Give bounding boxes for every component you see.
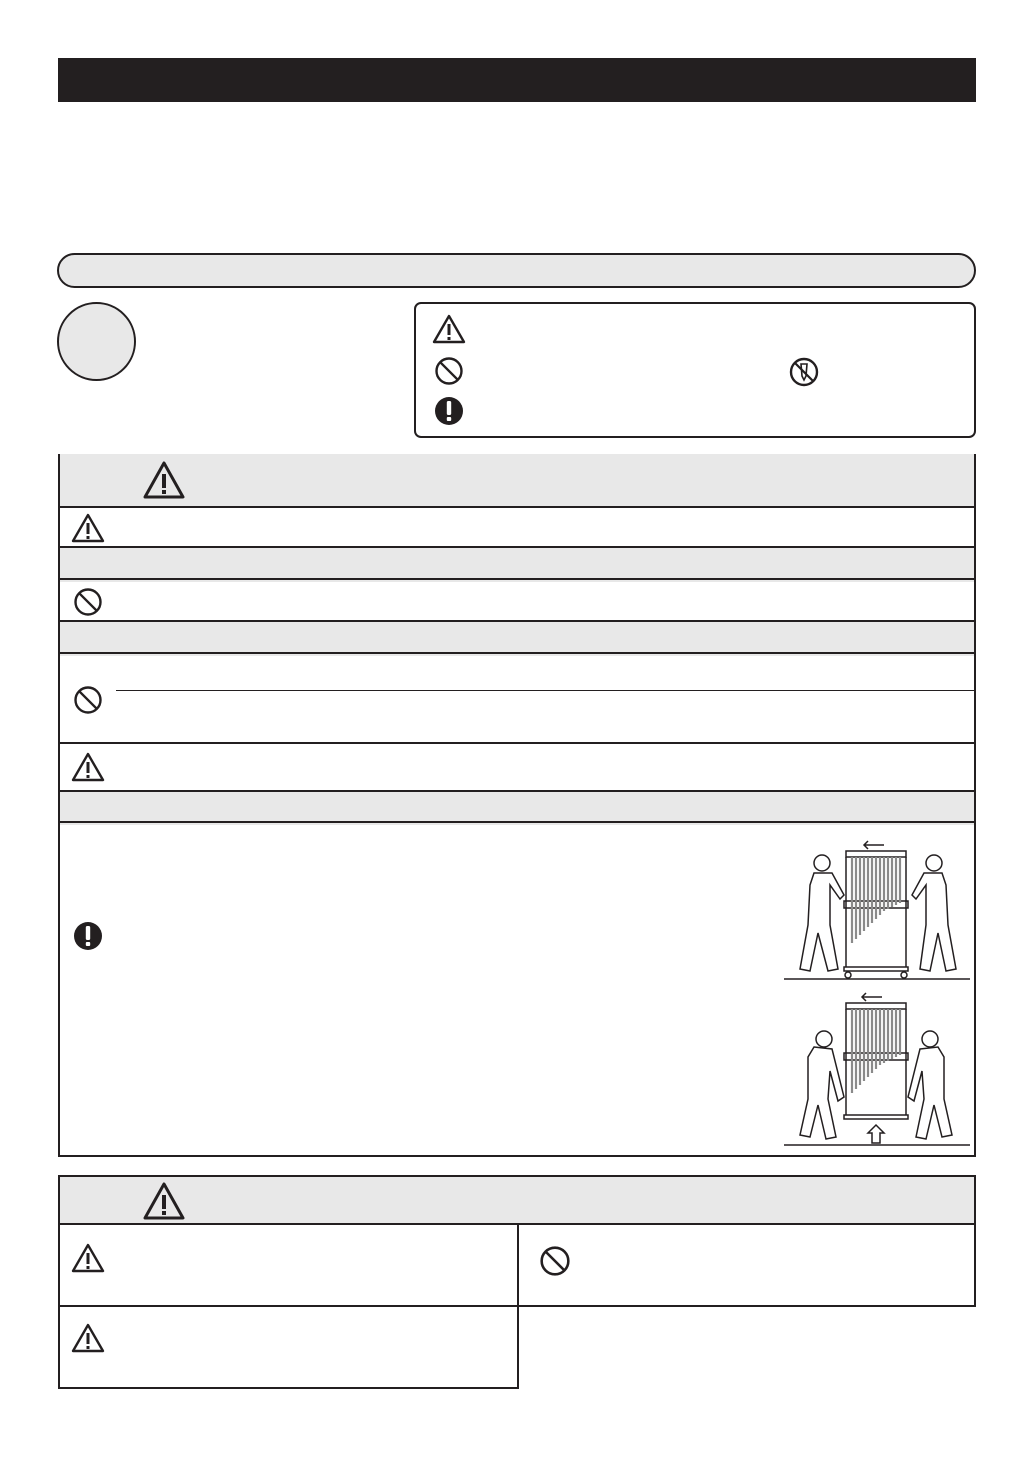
item-row-shaded: [60, 790, 974, 825]
caution-cell: [58, 1305, 519, 1389]
warning-triangle-icon: [71, 752, 105, 782]
warning-triangle-icon: [432, 314, 466, 344]
mandatory-exclamation-icon: [73, 921, 103, 951]
panel-header: [60, 454, 974, 507]
item-row: [60, 506, 974, 550]
warning-triangle-icon: [142, 1181, 186, 1221]
mandatory-exclamation-icon: [434, 396, 464, 426]
warning-panel: [58, 454, 976, 1157]
marker-circle: [57, 302, 136, 381]
moving-instrument-illustration: [784, 835, 970, 985]
symbol-legend-box: [414, 302, 976, 438]
warning-triangle-icon: [71, 513, 105, 543]
item-row: [60, 821, 974, 1159]
lifting-instrument-illustration: [784, 987, 970, 1155]
caution-cell: [58, 1223, 519, 1307]
row-divider: [116, 690, 974, 691]
section-band: [57, 253, 976, 288]
item-row-shaded: [60, 620, 974, 656]
warning-triangle-icon: [142, 460, 186, 500]
caution-cell: [517, 1223, 976, 1307]
prohibition-circle-icon: [73, 587, 103, 617]
item-row: [60, 652, 974, 746]
prohibition-circle-icon: [73, 685, 103, 715]
warning-triangle-icon: [71, 1243, 105, 1273]
title-bar: [58, 58, 976, 102]
item-row-shaded: [60, 546, 974, 582]
prohibition-circle-icon: [539, 1245, 571, 1277]
caution-panel-header: [58, 1175, 976, 1225]
item-row: [60, 742, 974, 794]
no-disassembly-icon: [788, 356, 820, 388]
item-row: [60, 578, 974, 624]
warning-triangle-icon: [71, 1323, 105, 1353]
prohibition-circle-icon: [434, 356, 464, 386]
